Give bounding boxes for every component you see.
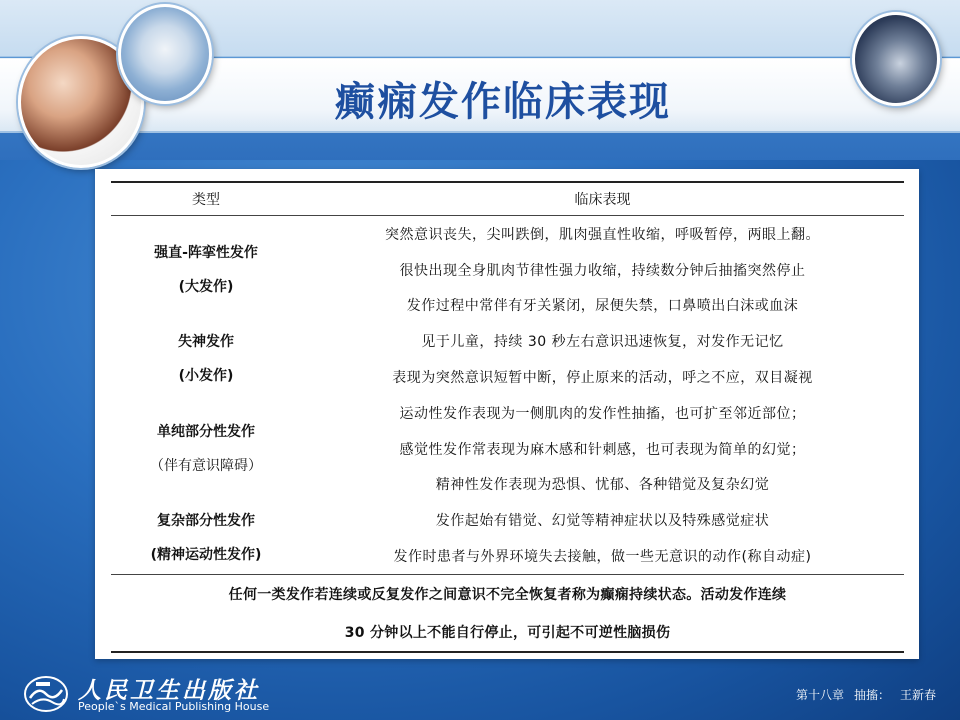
type-cell — [111, 323, 301, 395]
description-cell: 精神性发作表现为恐惧、忧郁、各种错觉及复杂幻觉 — [435, 477, 770, 494]
type-alias: (大发作) — [178, 278, 234, 295]
publisher-name-en: People`s Medical Publishing House — [78, 700, 270, 713]
header-type: 类型 — [111, 182, 301, 216]
type-name: 复杂部分性发作 — [157, 513, 255, 530]
type-name: 失神发作 — [178, 334, 234, 351]
footnote-row — [111, 574, 904, 613]
description-cell: 表现为突然意识短暂中断，停止原来的活动，呼之不应，双目凝视 — [392, 370, 813, 387]
table-row — [111, 216, 904, 252]
publisher-logo-icon — [22, 672, 70, 714]
description-cell: 发作过程中常伴有牙关紧闭，尿便失禁，口鼻喷出白沫或血沫 — [406, 298, 799, 315]
description-cell: 运动性发作表现为一侧肌肉的发作性抽搐，也可扩至邻近部位； — [399, 405, 806, 422]
type-alias: （伴有意识障碍） — [150, 457, 262, 474]
header-clinical: 临床表现 — [301, 182, 904, 216]
footnote-line: 30 分钟以上不能自行停止，可引起不可逆性脑损伤 — [111, 613, 904, 652]
type-alias: (小发作) — [178, 368, 234, 385]
table-row — [111, 323, 904, 359]
description-cell: 突然意识丧失，尖叫跌倒，肌肉强直性收缩，呼吸暂停，两眼上翻。 — [385, 226, 820, 243]
type-cell — [111, 395, 301, 502]
author-name: 王新春 — [899, 688, 936, 702]
table-row — [111, 502, 904, 538]
type-cell — [111, 502, 301, 574]
type-alias: (精神运动性发作) — [150, 547, 262, 564]
publisher-name-cn: 人民卫生出版社 — [78, 677, 260, 704]
table-header-row — [111, 182, 904, 216]
chapter-label: 第十八章 — [795, 688, 844, 702]
content-card — [95, 169, 919, 659]
description-cell: 见于儿童，持续 30 秒左右意识迅速恢复，对发作无记忆 — [421, 334, 784, 351]
type-cell — [111, 216, 301, 324]
description-cell: 发作起始有错觉、幻觉等精神症状以及特殊感觉症状 — [435, 513, 770, 530]
type-name: 单纯部分性发作 — [157, 423, 255, 440]
surgeon-photo — [118, 4, 212, 104]
table-row — [111, 395, 904, 431]
description-cell: 感觉性发作常表现为麻木感和针刺感，也可表现为简单的幻觉； — [399, 441, 806, 458]
credit-label: 抽搐： — [853, 688, 890, 702]
slide-title: 癫痫发作临床表现 — [335, 79, 671, 125]
footnote-row — [111, 613, 904, 652]
seizure-types-table — [111, 181, 904, 653]
chapter-credit — [786, 686, 936, 703]
description-cell: 发作时患者与外界环境失去接触，做一些无意识的动作(称自动症) — [301, 538, 904, 574]
medical-care-photo — [852, 12, 940, 106]
footnote-line: 任何一类发作若连续或反复发作之间意识不完全恢复者称为癫痫持续状态。活动发作连续 — [111, 574, 904, 613]
description-cell: 很快出现全身肌肉节律性强力收缩，持续数分钟后抽搐突然停止 — [399, 262, 806, 279]
type-name: 强直-阵挛性发作 — [154, 244, 258, 261]
